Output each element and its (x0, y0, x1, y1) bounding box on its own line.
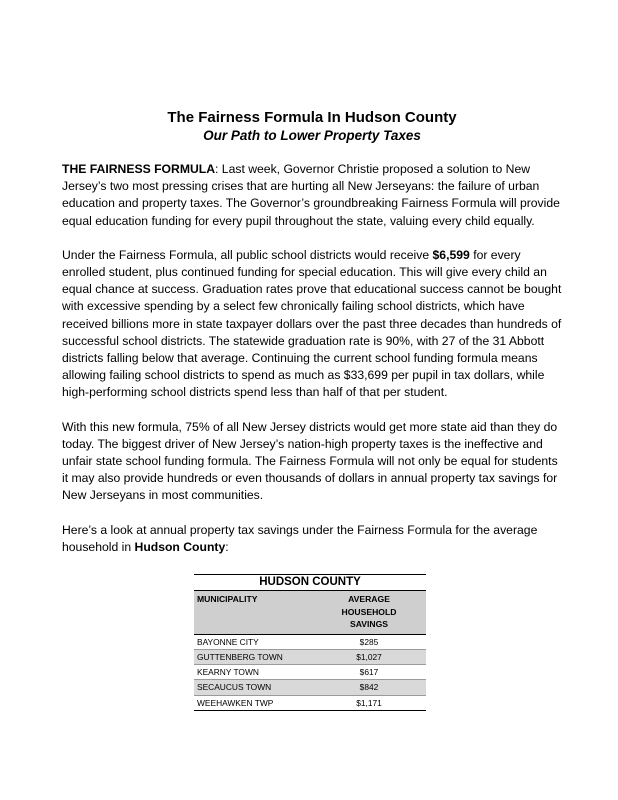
county-name: Hudson County (134, 539, 226, 554)
savings-cell: $285 (312, 634, 426, 649)
table-row (194, 680, 426, 695)
municipality-cell: BAYONNE CITY (194, 634, 312, 649)
paragraph-funding-before: Under the Fairness Formula, all public school districts would receive (62, 247, 433, 262)
funding-amount: $6,599 (432, 247, 470, 262)
savings-table (194, 574, 426, 711)
municipality-cell: KEARNY TOWN (194, 665, 312, 680)
paragraph-lookup (62, 522, 562, 556)
table-row (194, 634, 426, 649)
paragraph-intro (62, 161, 562, 230)
column-header-municipality: MUNICIPALITY (194, 591, 312, 635)
paragraph-intro-text: : Last week, Governor Christie proposed a solution to New Jersey’s two most pressing crises that are hurting all New Jerseyans: the failure of urban education and property taxes. The Governor’s groundbreaking Fairness Formula will provide equal education funding for every pupil throughout the state, valuing every child equally. (62, 162, 560, 228)
paragraph-formula: With this new formula, 75% of all New Jersey districts would get more state aid than they do today. The biggest driver of New Jersey’s nation-high property taxes is the ineffective and unfair state school funding formula. The Fairness Formula will not only be equal for students it may also provide hundreds or even thousands of dollars in annual property tax savings for New Jerseyans in most communities. (62, 419, 558, 503)
column-header-savings (312, 591, 426, 635)
municipality-cell: SECAUCUS TOWN (194, 680, 312, 695)
municipality-cell: GUTTENBERG TOWN (194, 649, 312, 664)
savings-table-container (194, 574, 426, 711)
table-row (194, 649, 426, 664)
table-row (194, 665, 426, 680)
column-headers (194, 591, 426, 635)
document-title: The Fairness Formula In Hudson County (167, 109, 457, 126)
table-row (194, 695, 426, 710)
document-body (62, 108, 562, 573)
column-header-savings-line3: SAVINGS (349, 619, 389, 629)
paragraph-lookup-before: Here’s a look at annual property tax savings under the Fairness Formula for the average household in (62, 522, 538, 554)
paragraph-intro-lead: THE FAIRNESS FORMULA (62, 162, 216, 176)
savings-cell: $617 (312, 665, 426, 680)
column-header-savings-line1: AVERAGE (348, 594, 390, 604)
column-header-savings-line2: HOUSEHOLD (341, 606, 397, 617)
savings-cell: $1,027 (312, 649, 426, 664)
document-subtitle: Our Path to Lower Property Taxes (203, 128, 421, 143)
municipality-cell: WEEHAWKEN TWP (194, 695, 312, 710)
county-table-header: HUDSON COUNTY (194, 575, 426, 591)
paragraph-funding-after: for every enrolled student, plus continued funding for special education. This will give every child an equal chance at success. Graduation rates prove that educational success cannot be bought with excessive spending by a select few chronically failing school districts, which have received billions more in state taxpayer dollars over the past three decades than hundreds of successful school districts. The statewide graduation rate is 90%, with 27 of the 31 Abbott districts falling below that average. Continuing the current school funding formula means allowing failing school districts to spend as much as $33,699 per pupil in tax dollars, while high-performing school districts spend less than half of that per student. (62, 247, 562, 400)
savings-cell: $842 (312, 680, 426, 695)
savings-cell: $1,171 (312, 695, 426, 710)
paragraph-funding (62, 247, 562, 402)
paragraph-lookup-after: : (225, 539, 229, 554)
